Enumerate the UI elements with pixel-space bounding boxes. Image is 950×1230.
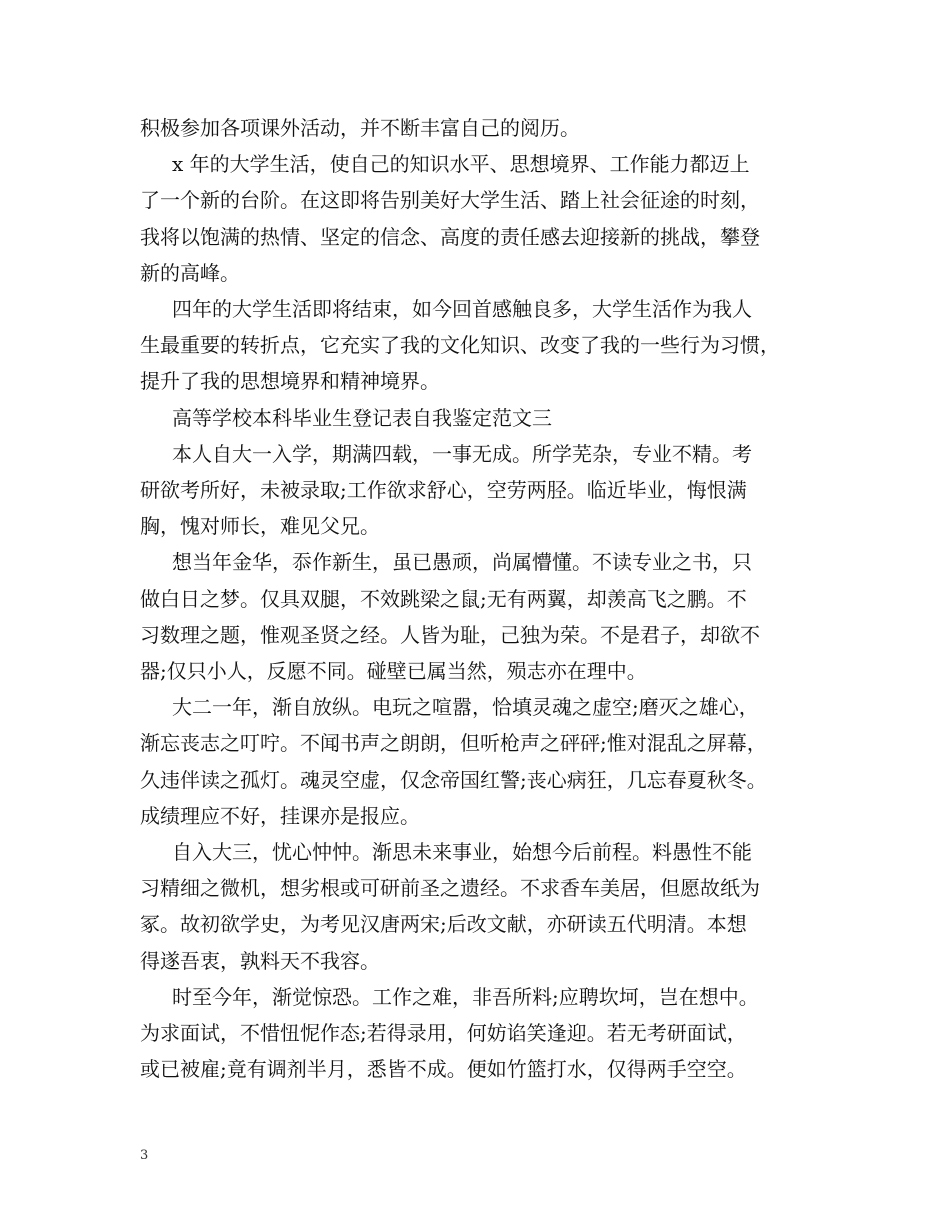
paragraph [140,291,830,400]
text-line: 时至今年，渐觉惊恐。工作之难，非吾所料;应聘坎坷，岂在想中。 [172,984,759,1009]
text-line: 器;仅只小人，反愿不同。碰壁已属当然，殒志亦在理中。 [140,659,647,684]
text-line: 习精细之微机，想劣根或可研前圣之遗经。不求香车美居，但愿故纸为 [140,876,760,901]
text-line: 习数理之题，惟观圣贤之经。人皆为耻，己独为荣。不是君子，却欲不 [140,622,760,647]
text-line: 积极参加各项课外活动，并不断丰富自己的阅历。 [140,116,580,140]
paragraph [140,110,830,146]
text-line: 为求面试，不惜忸怩作态;若得录用，何妨谄笑逢迎。若无考研面试， [140,1021,747,1046]
text-line: 胸，愧对师长，难见父兄。 [140,514,380,539]
paragraph [140,146,830,291]
text-line: 久违伴读之孤灯。魂灵空虚，仅念帝国红警;丧心病狂，几忘春夏秋冬。 [140,767,767,792]
paragraph [140,834,830,979]
text-line: 做白日之梦。仅具双腿，不效跳梁之鼠;无有两翼，却羡高飞之鹏。不 [140,586,747,611]
page-number: 3 [140,1148,149,1163]
paragraph [140,544,830,689]
text-line: 或已被雇;竟有调剂半月，悉皆不成。便如竹篮打水，仅得两手空空。 [140,1057,747,1082]
text-line: 了一个新的台阶。在这即将告别美好大学生活、踏上社会征途的时刻， [140,188,760,213]
text-line: 自入大三，忧心忡忡。渐思未来事业，始想今后前程。料愚性不能 [172,840,752,865]
text-line: 新的高峰。 [140,260,240,285]
text-line: 研欲考所好，未被录取;工作欲求舒心，空劳两胫。临近毕业，悔恨满 [140,478,747,503]
text-line: 想当年金华，忝作新生，虽已愚顽，尚属懵懂。不读专业之书，只 [172,550,752,575]
text-line: 我将以饱满的热情、坚定的信念、高度的责任感去迎接新的挑战，攀登 [140,224,760,249]
text-line: 冢。故初欲学史，为考见汉唐两宋;后改文献，亦研读五代明清。本想 [140,912,747,937]
text-line: 渐忘丧志之叮咛。不闻书声之朗朗，但听枪声之砰砰;惟对混乱之屏幕， [140,731,767,756]
paragraph [140,436,830,545]
text-line: 高等学校本科毕业生登记表自我鉴定范文三 [172,405,552,430]
text-line: 得遂吾衷，孰料天不我容。 [140,948,380,973]
text-line: x 年的大学生活，使自己的知识水平、思想境界、工作能力都迈上 [172,152,750,177]
text-line: 成绩理应不好，挂课亦是报应。 [140,803,420,828]
text-line: 大二一年，渐自放纵。电玩之喧嚣，恰填灵魂之虚空;磨灭之雄心， [172,695,759,720]
text-line: 生最重要的转折点，它充实了我的文化知识、改变了我的一些行为习惯， [140,333,780,358]
text-line: 提升了我的思想境界和精神境界。 [140,369,440,394]
paragraph [140,689,830,834]
paragraph [140,979,830,1088]
section-heading [140,400,830,436]
text-line: 本人自大一入学，期满四载，一事无成。所学芜杂，专业不精。考 [172,441,752,466]
text-line: 四年的大学生活即将结束，如今回首感触良多，大学生活作为我人 [172,297,752,322]
document-body [140,110,830,1087]
